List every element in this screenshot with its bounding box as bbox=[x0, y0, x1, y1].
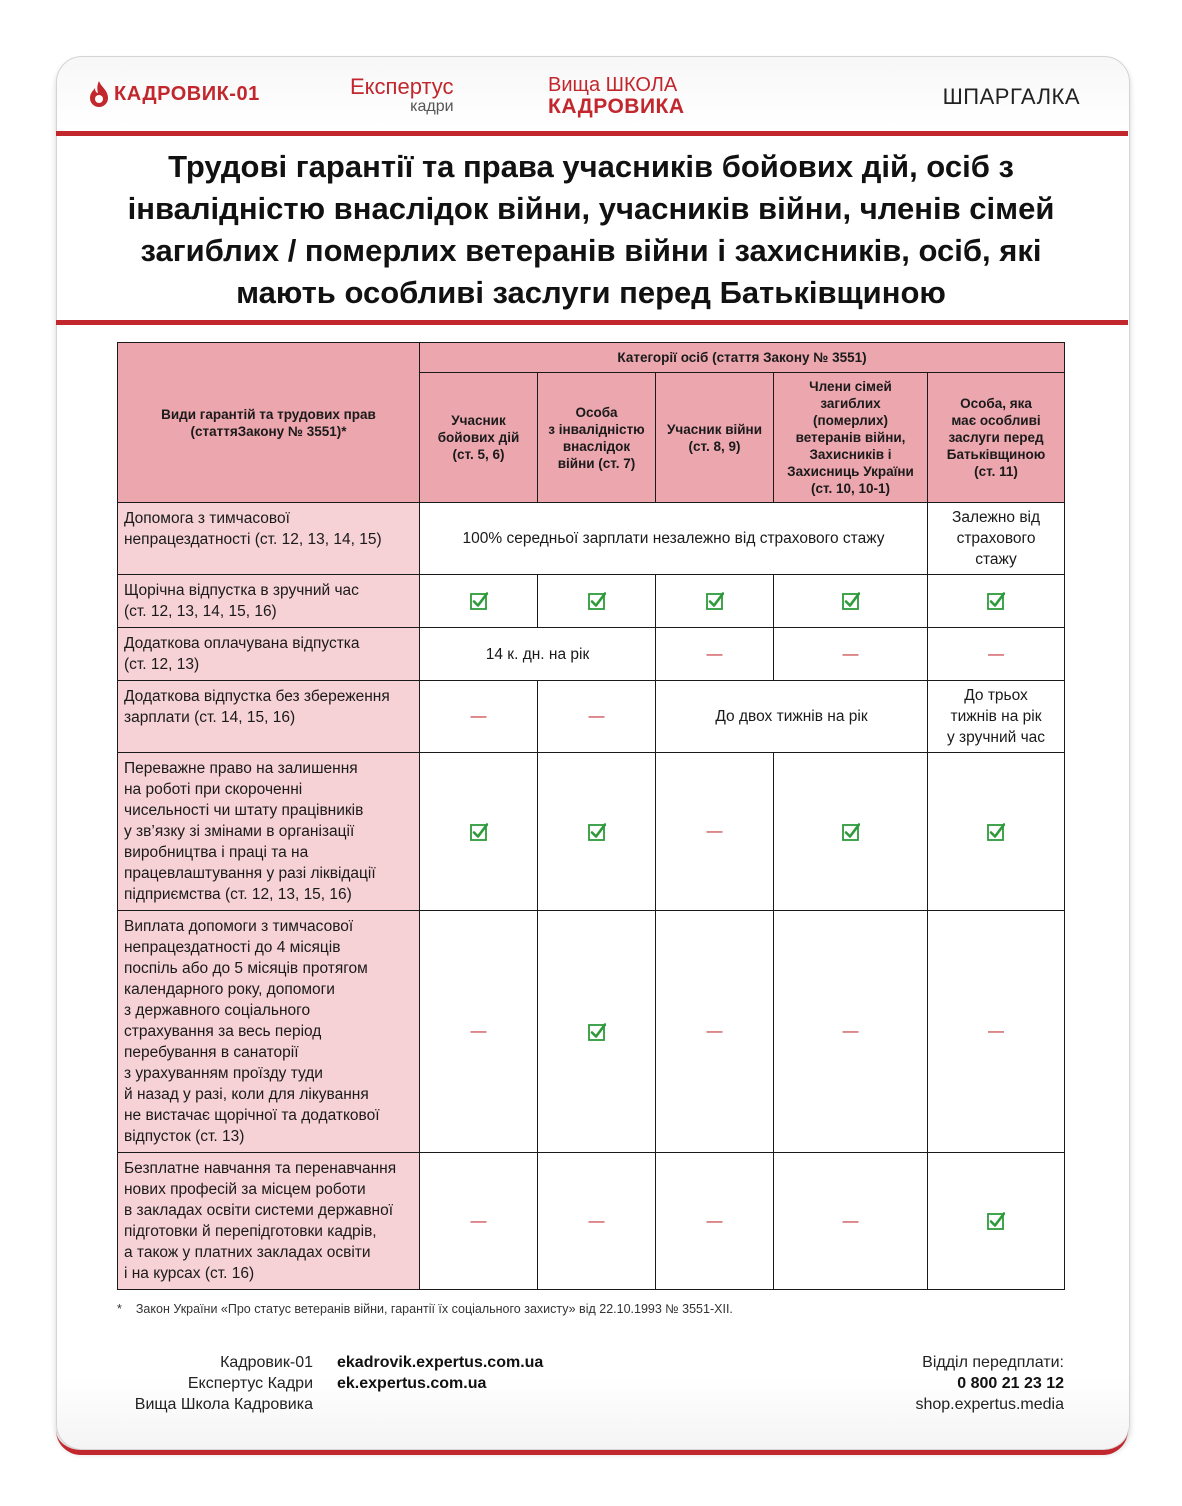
table-row bbox=[118, 628, 1065, 681]
row-label-line: з державного соціального bbox=[124, 1002, 311, 1019]
table-cell bbox=[420, 681, 538, 753]
table-cell bbox=[928, 1153, 1065, 1290]
table-cell bbox=[656, 1153, 774, 1290]
expertus-logo-line1: Експертус bbox=[350, 74, 454, 99]
merged-cell: 14 к. дн. на рік bbox=[420, 628, 656, 681]
page-title: Трудові гарантії та права учасників бойових дій, осіб з інвалідністю внаслідок війни, учасників війни, членів сімей загиблих / померлих ветеранів війни і захисників, осіб, які мають особливі заслуги перед Батьківщиною bbox=[127, 149, 1055, 310]
bottom-accent bbox=[56, 1430, 1128, 1455]
table-cell bbox=[656, 911, 774, 1153]
table-cell bbox=[928, 503, 1065, 575]
footer-publication-name: Кадровик-01 bbox=[220, 1354, 313, 1371]
row-label-line: Виплата допомоги з тимчасової bbox=[124, 918, 354, 935]
row-label-line: не вистачає щорічної та додаткової bbox=[124, 1107, 380, 1124]
col1-line: бойових дій bbox=[437, 430, 520, 445]
table-row bbox=[118, 911, 1065, 1153]
col-header-disabled bbox=[538, 373, 656, 503]
col-header-family-members bbox=[774, 373, 928, 503]
rowhead-line1: Види гарантій та трудових прав bbox=[161, 406, 376, 422]
guarantees-table bbox=[117, 342, 1065, 1290]
col-header-war-participant bbox=[656, 373, 774, 503]
dash-icon: — bbox=[842, 1212, 859, 1230]
row-label-line: й назад у разі, коли для лікування bbox=[124, 1086, 369, 1103]
col5-line: має особливі bbox=[951, 413, 1041, 428]
title-divider bbox=[56, 320, 1128, 325]
dash-icon: — bbox=[706, 645, 723, 663]
checkbox-check-icon bbox=[987, 592, 1005, 610]
flame-icon bbox=[88, 80, 110, 108]
cheatsheet-label: ШПАРГАЛКА bbox=[942, 84, 1080, 109]
row-label bbox=[118, 681, 420, 753]
table-row bbox=[118, 681, 1065, 753]
dash-icon: — bbox=[470, 708, 487, 725]
subscription-phone[interactable]: 0 800 21 23 12 bbox=[957, 1375, 1064, 1392]
dash-icon: — bbox=[842, 645, 859, 663]
col2-line: війни (ст. 7) bbox=[557, 455, 636, 471]
table-cell bbox=[420, 911, 538, 1153]
row-label-line: і на курсах (ст. 16) bbox=[124, 1265, 255, 1282]
table-row bbox=[118, 575, 1065, 628]
row-label-line: Безплатне навчання та перенавчання bbox=[124, 1160, 397, 1177]
table-row bbox=[118, 503, 1065, 575]
table-cell bbox=[538, 575, 656, 628]
dash-icon: — bbox=[988, 645, 1005, 663]
table-cell bbox=[656, 575, 774, 628]
col5-line: Батьківщиною bbox=[946, 447, 1046, 462]
dash-icon: — bbox=[706, 1023, 723, 1040]
footer-link[interactable]: ekadrovik.expertus.com.ua bbox=[337, 1354, 544, 1371]
col4-line: загиблих bbox=[820, 396, 881, 411]
merged-cell: До двох тижнів на рік bbox=[656, 681, 928, 753]
row-label bbox=[118, 503, 420, 575]
col4-line: Захисниць України bbox=[787, 464, 914, 479]
row-label-line: страхування за весь період bbox=[124, 1023, 322, 1040]
row-label-line: Допомога з тимчасової bbox=[124, 510, 290, 527]
table-cell bbox=[774, 628, 928, 681]
col2-line: Особа bbox=[575, 404, 618, 420]
col5-line: (ст. 11) bbox=[974, 464, 1018, 479]
table-row bbox=[118, 753, 1065, 911]
checkbox-check-icon bbox=[588, 592, 606, 610]
row-label-line: на роботі при скороченні bbox=[124, 781, 303, 798]
footnote bbox=[117, 1302, 733, 1316]
checkbox-check-icon bbox=[987, 823, 1005, 841]
table-cell bbox=[538, 681, 656, 753]
col-header-special-merits bbox=[928, 373, 1065, 503]
table-cell bbox=[928, 753, 1065, 911]
table-cell bbox=[774, 575, 928, 628]
row-label-line: (ст. 12, 13, 14, 15, 16) bbox=[124, 603, 277, 620]
col5-line: заслуги перед bbox=[948, 430, 1044, 445]
checkbox-check-icon bbox=[842, 592, 860, 610]
shop-link[interactable]: shop.expertus.media bbox=[915, 1396, 1064, 1413]
dash-icon: — bbox=[842, 1023, 859, 1040]
row-label-line: перебування в санаторії bbox=[124, 1044, 299, 1061]
row-label-line: Переважне право на залишення bbox=[124, 760, 358, 777]
row-label-line: (ст. 12, 13) bbox=[124, 656, 200, 673]
row-label-line: з урахуванням проїзду туди bbox=[124, 1065, 323, 1082]
row-label bbox=[118, 911, 420, 1153]
checkbox-check-icon bbox=[470, 823, 488, 841]
row-label-line: Додаткова оплачувана відпустка bbox=[124, 635, 360, 652]
row-label-line: підготовки й перепідготовки кадрів, bbox=[124, 1223, 377, 1240]
categories-header: Категорії осіб (стаття Закону № 3551) bbox=[420, 343, 1065, 373]
table-cell bbox=[656, 628, 774, 681]
footer-publication-name: Експертус Кадри bbox=[187, 1375, 313, 1392]
row-label-line: нових професій за місцем роботи bbox=[124, 1181, 366, 1198]
row-label-line: Додаткова відпустка без збереження bbox=[124, 688, 390, 705]
row-label-line: в закладах освіти системи державної bbox=[124, 1202, 394, 1219]
col2-line: внаслідок bbox=[562, 438, 631, 454]
col1-line: (ст. 5, 6) bbox=[452, 447, 505, 462]
footer-link[interactable]: ek.expertus.com.ua bbox=[337, 1375, 487, 1392]
rowhead-header bbox=[118, 343, 420, 503]
kadrovik-logo[interactable] bbox=[88, 80, 260, 108]
col4-line: (ст. 10, 10-1) bbox=[811, 481, 890, 496]
table-cell bbox=[774, 753, 928, 911]
row-label-line: працевлаштування у разі ліквідації bbox=[124, 865, 376, 882]
table-cell bbox=[538, 911, 656, 1153]
dash-icon: — bbox=[588, 708, 605, 725]
row-label bbox=[118, 628, 420, 681]
col3-line: Учасник війни bbox=[666, 421, 762, 437]
checkbox-check-icon bbox=[470, 592, 488, 610]
table-cell bbox=[928, 628, 1065, 681]
footnote-text: Закон України «Про статус ветеранів війни, гарантії їх соціального захисту» від 22.10.1993 № 3551-XII. bbox=[135, 1302, 733, 1316]
table-cell bbox=[656, 753, 774, 911]
row-label-line: непрацездатності до 4 місяців bbox=[124, 939, 341, 956]
checkbox-check-icon bbox=[588, 823, 606, 841]
table-cell bbox=[928, 575, 1065, 628]
col4-line: Захисників і bbox=[809, 447, 892, 462]
cell-line: Залежно від bbox=[951, 509, 1041, 526]
row-label-line: чисельності чи штату працівників bbox=[124, 802, 364, 819]
table-cell bbox=[538, 1153, 656, 1290]
school-logo[interactable] bbox=[548, 74, 685, 119]
checkbox-check-icon bbox=[588, 1023, 606, 1041]
table-cell bbox=[928, 911, 1065, 1153]
row-label-line: поспіль або до 5 місяців протягом bbox=[124, 960, 368, 977]
school-logo-line1: Вища ШКОЛА bbox=[548, 74, 678, 96]
row-label-line: календарного року, допомоги bbox=[124, 981, 335, 998]
expertus-logo[interactable] bbox=[350, 74, 454, 116]
col4-line: Члени сімей bbox=[809, 379, 892, 394]
checkbox-check-icon bbox=[987, 1212, 1005, 1230]
row-label bbox=[118, 1153, 420, 1290]
cell-line: До трьох bbox=[964, 687, 1028, 704]
expertus-logo-line2: кадри bbox=[410, 98, 454, 115]
cell-line: тижнів на рік bbox=[950, 708, 1042, 725]
table-row bbox=[118, 1153, 1065, 1290]
cell-line: страхового bbox=[956, 530, 1036, 547]
cell-line: у зручний час bbox=[946, 729, 1046, 746]
table-cell bbox=[420, 1153, 538, 1290]
col5-line: Особа, яка bbox=[960, 396, 1032, 411]
row-label-line: непрацездатності (ст. 12, 13, 14, 15) bbox=[124, 531, 382, 548]
row-label-line: зарплати (ст. 14, 15, 16) bbox=[124, 709, 296, 726]
table-cell bbox=[538, 753, 656, 911]
kadrovik-logo-text: КАДРОВИК-01 bbox=[114, 82, 260, 105]
table-cell bbox=[420, 753, 538, 911]
header-divider bbox=[56, 131, 1128, 136]
dash-icon: — bbox=[470, 1212, 487, 1230]
col4-line: ветеранів війни, bbox=[795, 430, 906, 445]
checkbox-check-icon bbox=[842, 823, 860, 841]
col4-line: (померлих) bbox=[812, 413, 888, 428]
footnote-mark: * bbox=[117, 1302, 122, 1316]
table-cell bbox=[928, 681, 1065, 753]
row-label-line: а також у платних закладах освіти bbox=[124, 1244, 371, 1261]
col1-line: Учасник bbox=[451, 413, 506, 428]
dash-icon: — bbox=[706, 1212, 723, 1230]
col-header-combatant bbox=[420, 373, 538, 503]
dash-icon: — bbox=[588, 1212, 605, 1230]
table-cell bbox=[774, 911, 928, 1153]
footer-publication-name: Вища Школа Кадровика bbox=[134, 1396, 313, 1413]
row-label-line: у зв’язку зі змінами в організації bbox=[124, 823, 355, 840]
col2-line: з інвалідністю bbox=[548, 421, 645, 437]
table-cell bbox=[420, 575, 538, 628]
row-label bbox=[118, 575, 420, 628]
checkbox-check-icon bbox=[706, 592, 724, 610]
footer-links bbox=[337, 1352, 543, 1394]
row-label-line: відпусток (ст. 13) bbox=[124, 1128, 245, 1145]
col3-line: (ст. 8, 9) bbox=[688, 438, 741, 454]
row-label-line: Щорічна відпустка в зручний час bbox=[124, 582, 359, 599]
subscription-label: Відділ передплати: bbox=[922, 1354, 1064, 1371]
footer-publications bbox=[117, 1352, 313, 1415]
merged-cell: 100% середньої зарплати незалежно від страхового стажу bbox=[420, 503, 928, 575]
dash-icon: — bbox=[470, 1023, 487, 1040]
dash-icon: — bbox=[706, 823, 723, 840]
dash-icon: — bbox=[988, 1023, 1005, 1040]
row-label-line: підприємства (ст. 12, 13, 15, 16) bbox=[124, 886, 352, 903]
row-label bbox=[118, 753, 420, 911]
header bbox=[88, 70, 1080, 130]
rowhead-line2: (статтяЗакону № 3551)* bbox=[190, 423, 347, 439]
footer-subscription bbox=[820, 1352, 1064, 1415]
row-label-line: виробництва і праці та на bbox=[124, 844, 309, 861]
table-cell bbox=[774, 1153, 928, 1290]
cell-line: стажу bbox=[975, 551, 1017, 568]
school-logo-line2: КАДРОВИКА bbox=[548, 95, 685, 118]
